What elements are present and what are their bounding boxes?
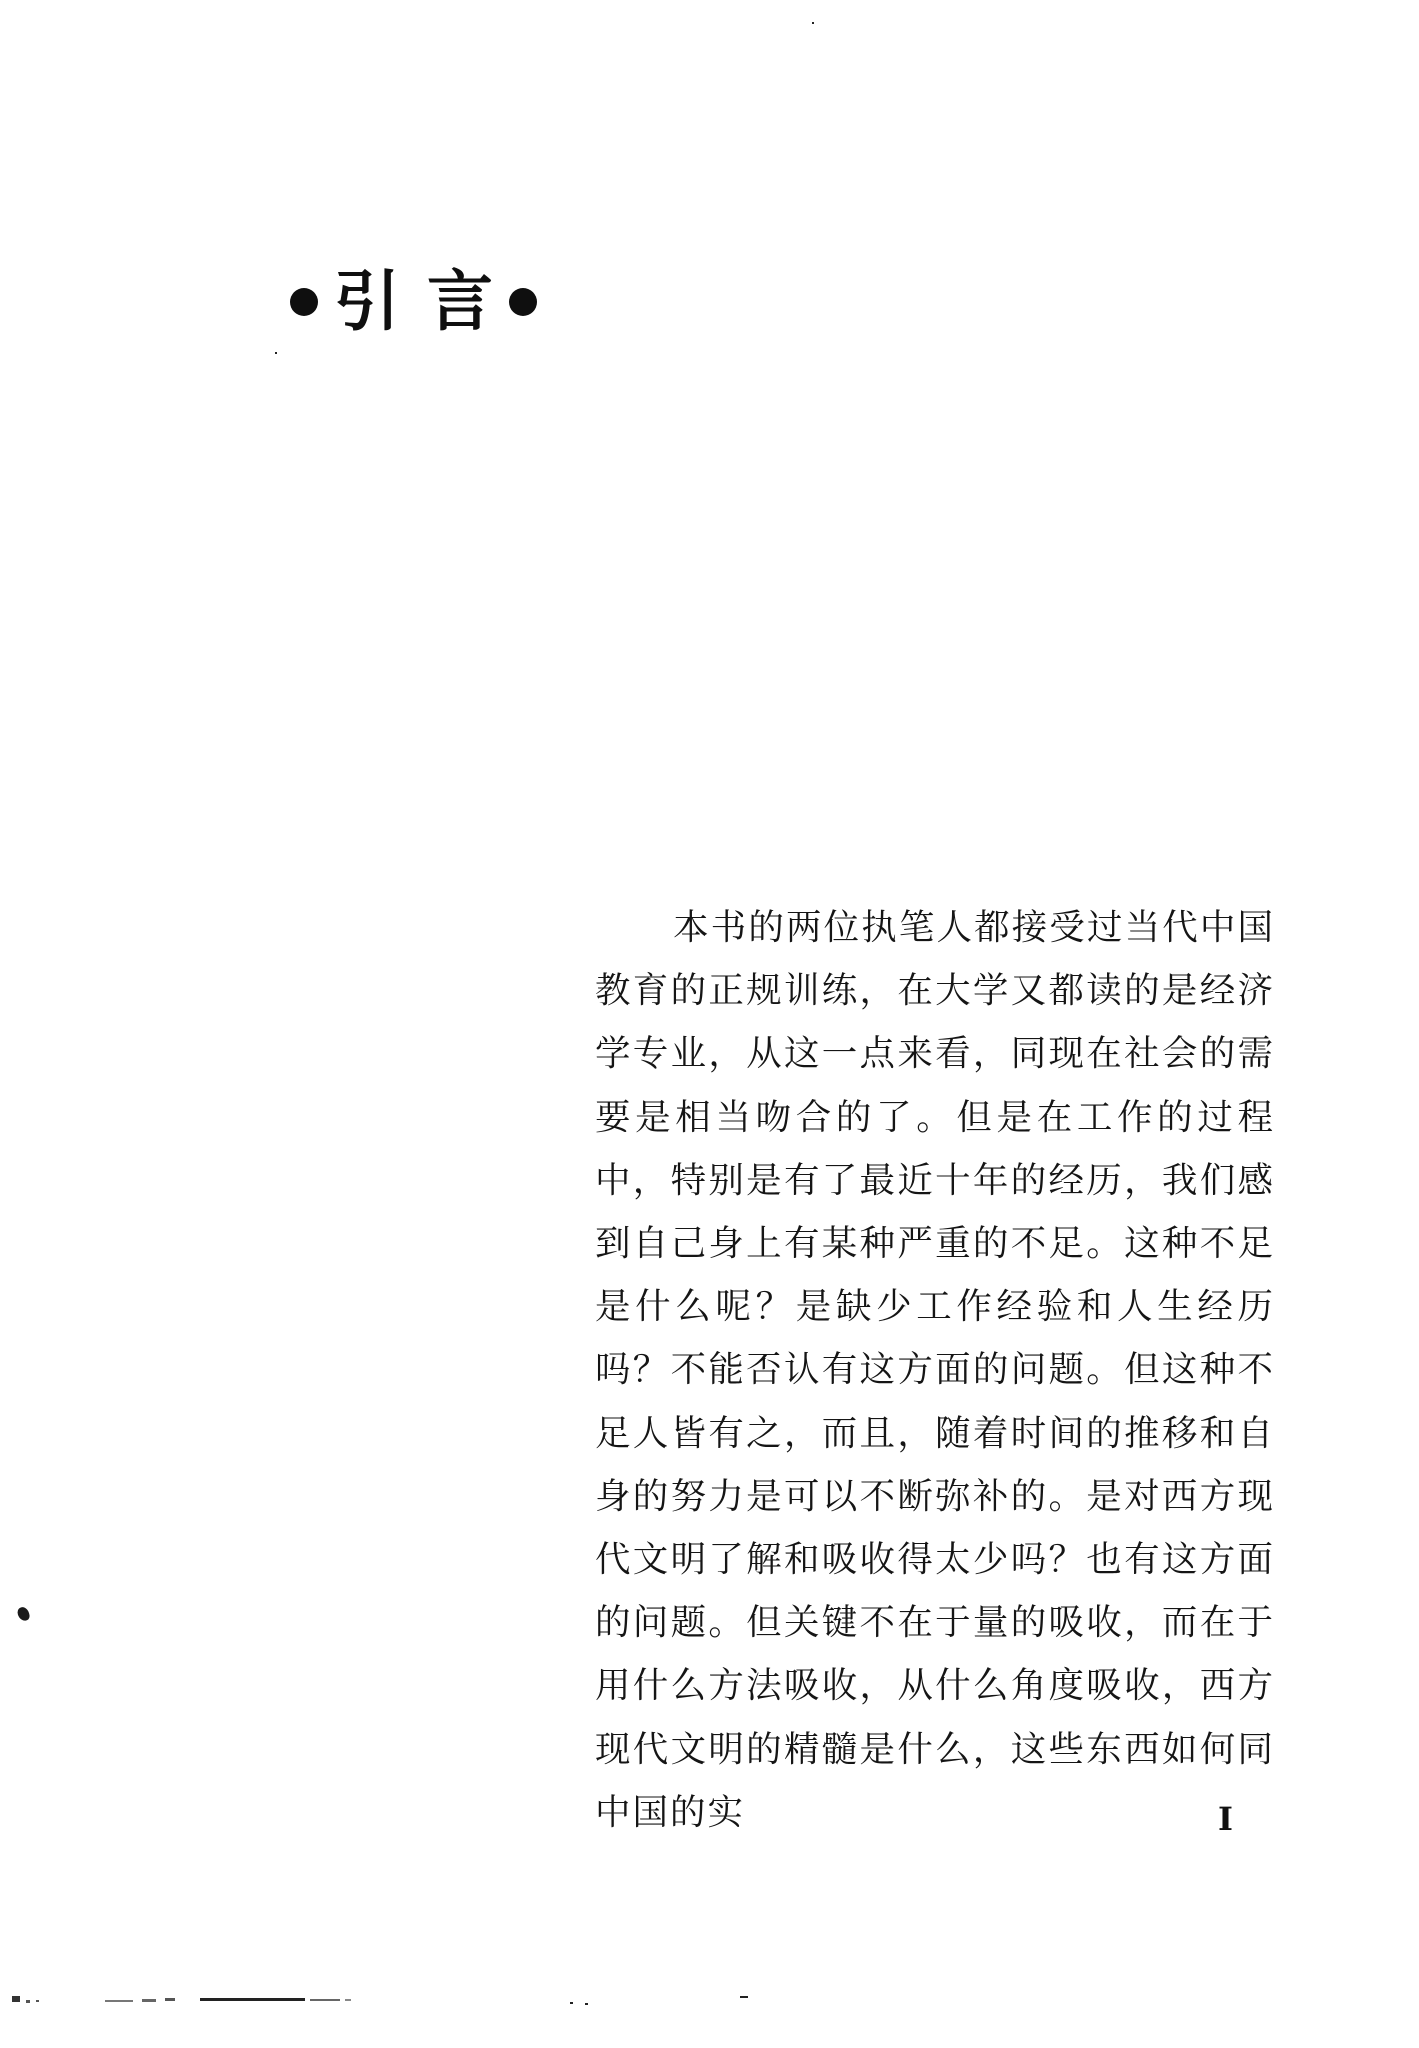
page-number: I bbox=[1218, 1800, 1233, 1838]
scan-speck bbox=[812, 22, 814, 24]
chapter-title: 引 言 bbox=[334, 263, 495, 340]
scan-speck bbox=[570, 2002, 573, 2004]
chapter-heading bbox=[290, 262, 537, 342]
scan-speck bbox=[585, 2003, 588, 2005]
bullet-dot-icon bbox=[290, 288, 318, 316]
margin-ink-mark bbox=[16, 1606, 31, 1623]
scan-edge-noise bbox=[10, 1990, 360, 2008]
scan-speck bbox=[275, 352, 277, 354]
bullet-dot-icon bbox=[509, 288, 537, 316]
scan-speck bbox=[740, 1996, 748, 1998]
body-paragraph: 本书的两位执笔人都接受过当代中国教育的正规训练，在大学又都读的是经济学专业，从这一点来看，同现在社会的需要是相当吻合的了。但是在工作的过程中，特别是有了最近十年的经历，我们感到自己身上有某种严重的不足。这种不足是什么呢？是缺少工作经验和人生经历吗？不能否认有这方面的问题。但这种不足人皆有之，而且，随着时间的推移和自身的努力是可以不断弥补的。是对西方现代文明了解和吸收得太少吗？也有这方面的问题。但关键不在于量的吸收，而在于用什么方法吸收，从什么角度吸收，西方现代文明的精髓是什么，这些东西如何同中国的实 bbox=[595, 907, 1275, 1833]
